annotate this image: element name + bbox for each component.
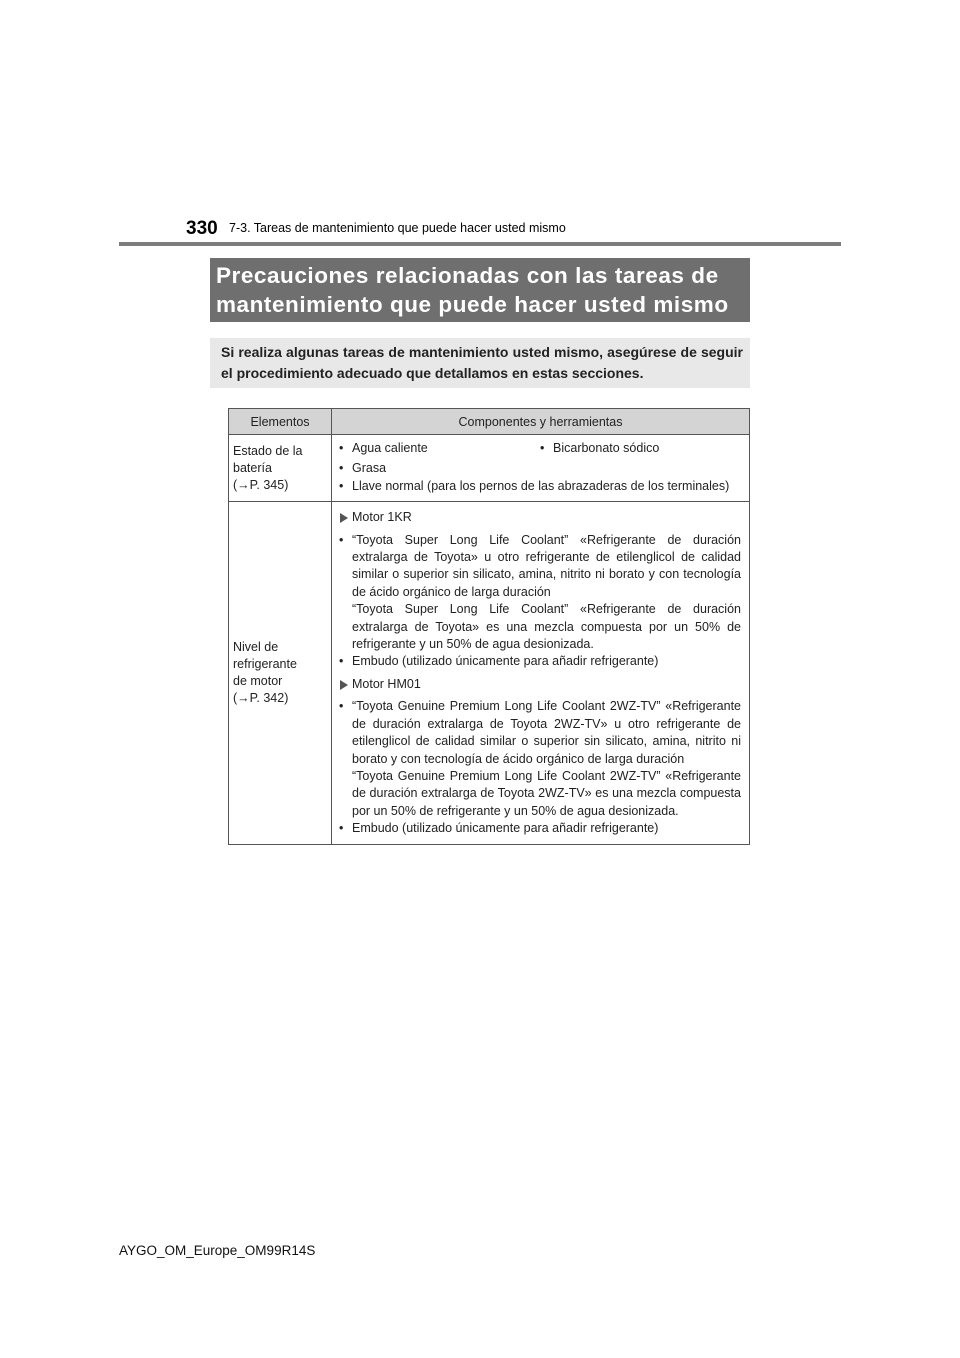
header-elementos: Elementos bbox=[229, 409, 332, 435]
page-reference: (→P. 342) bbox=[233, 690, 289, 705]
item-pair bbox=[339, 440, 741, 457]
header-rule bbox=[119, 242, 841, 246]
engine-name: Motor 1KR bbox=[352, 510, 412, 525]
triangle-bullet-icon bbox=[340, 513, 348, 523]
list-item: • Embudo (utilizado únicamente para añadir refrigerante) bbox=[339, 820, 741, 837]
intro-text: Si realiza algunas tareas de mantenimiento usted mismo, asegúrese de seguir el procedimiento adecuado que detallamos en estas secciones. bbox=[221, 344, 743, 381]
coolant-spec: “Toyota Super Long Life Coolant” «Refrigerante de duración extralarga de Toyota» u otro refrigerante de etilenglicol de calidad similar o superior sin silicato, amina, nitrito ni borato y con tecnología de ácido orgánico de larga duración bbox=[352, 532, 741, 599]
table-row-bateria bbox=[229, 435, 750, 502]
components-cell-bateria bbox=[332, 435, 750, 502]
section-title: Precauciones relacionadas con las tareas de mantenimiento que puede hacer usted mismo bbox=[216, 263, 729, 317]
chapter-title: 7-3. Tareas de mantenimiento que puede hacer usted mismo bbox=[229, 221, 566, 235]
engine-name: Motor HM01 bbox=[352, 676, 421, 691]
components-cell-refrigerante bbox=[332, 502, 750, 844]
maintenance-table bbox=[228, 408, 750, 845]
table-row-refrigerante bbox=[229, 502, 750, 844]
engine-heading bbox=[339, 676, 741, 693]
coolant-note: “Toyota Super Long Life Coolant” «Refrigerante de duración extralarga de Toyota» es una mezcla compuesta por un 50% de refrigerante y un 50% de agua desionizada. bbox=[352, 602, 741, 652]
engine-heading bbox=[339, 509, 741, 526]
element-cell-refrigerante bbox=[229, 502, 332, 844]
page-reference: (→P. 345) bbox=[233, 477, 289, 492]
intro-box bbox=[210, 338, 750, 388]
list-item: • Bicarbonato sódico bbox=[540, 440, 741, 457]
element-label: Nivel de refrigerante bbox=[233, 639, 297, 671]
element-label: Estado de la batería bbox=[233, 443, 303, 475]
list-item bbox=[339, 532, 741, 654]
section-title-box bbox=[210, 258, 750, 322]
list-item: • Agua caliente bbox=[339, 440, 540, 457]
table-header-row bbox=[229, 409, 750, 435]
coolant-note: “Toyota Genuine Premium Long Life Coolant 2WZ-TV” «Refrigerante de duración extralarga de Toyota 2WZ-TV» es una mezcla compuesta por un 50% de refrigerante y un 50% de agua desionizada. bbox=[352, 768, 741, 818]
list-item: • Grasa bbox=[339, 460, 741, 477]
document-footer: AYGO_OM_Europe_OM99R14S bbox=[119, 1243, 316, 1258]
list-item bbox=[339, 698, 741, 820]
list-item: • Llave normal (para los pernos de las abrazaderas de los terminales) bbox=[339, 478, 741, 495]
page-number: 330 bbox=[186, 218, 218, 239]
coolant-spec: “Toyota Genuine Premium Long Life Coolant 2WZ-TV” «Refrigerante de duración extralarga de Toyota 2WZ-TV» u otro refrigerante de etilenglicol de calidad similar o superior sin silicato, amina, nitrito ni borato y con tecnología de ácido orgánico de larga duración bbox=[352, 699, 741, 766]
list-item: • Embudo (utilizado únicamente para añadir refrigerante) bbox=[339, 653, 741, 670]
element-cell-bateria bbox=[229, 435, 332, 502]
element-label: de motor bbox=[233, 673, 283, 688]
header-componentes: Componentes y herramientas bbox=[332, 409, 750, 435]
triangle-bullet-icon bbox=[340, 680, 348, 690]
